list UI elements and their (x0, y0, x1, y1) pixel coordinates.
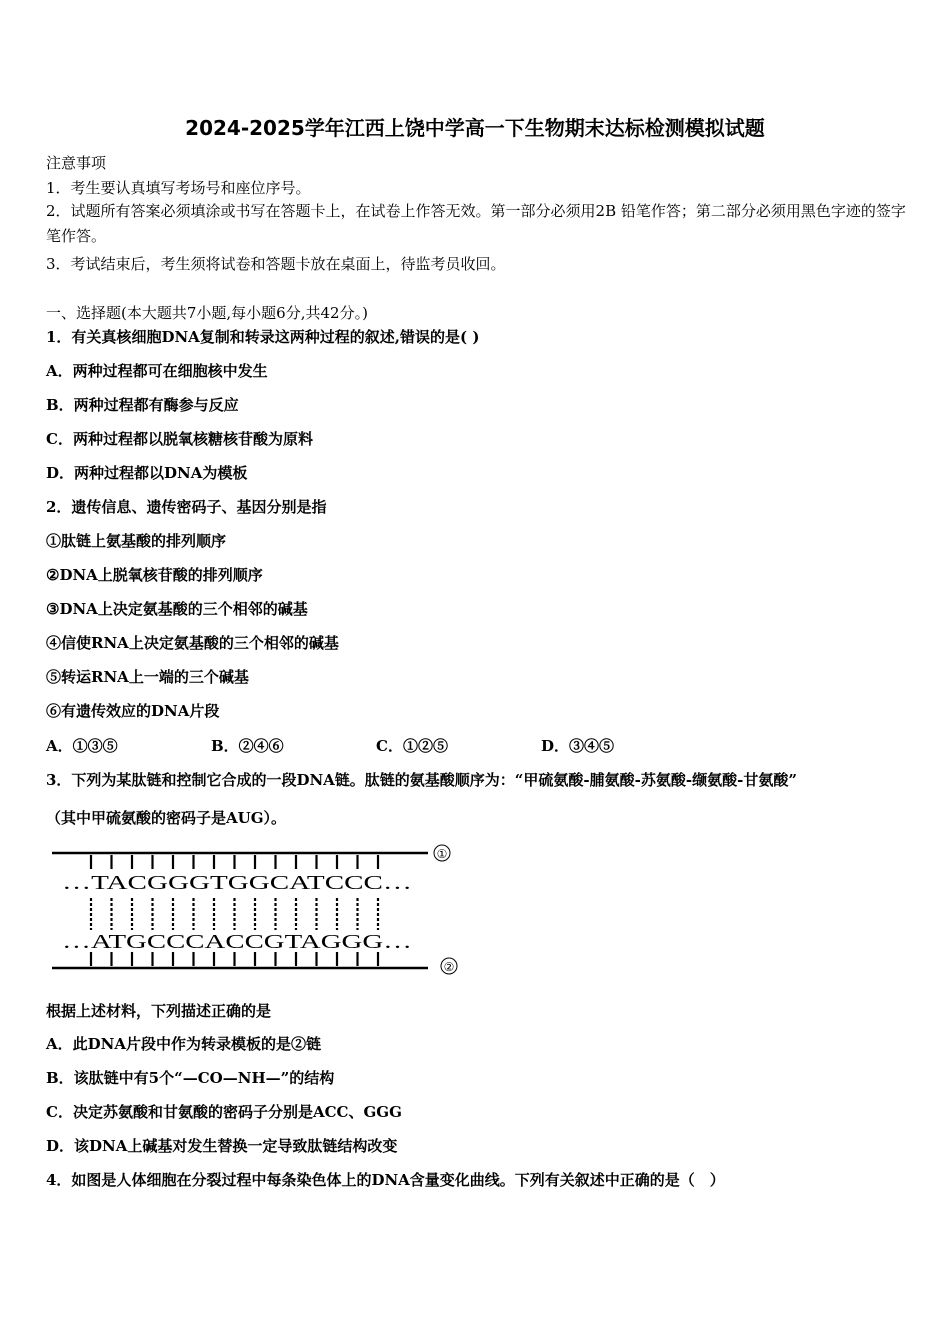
q2-stem: 2．遗传信息、遗传密码子、基因分别是指 (46, 498, 327, 516)
strand-2-sequence: …ATGCCCACCGTAGGG… (62, 931, 412, 953)
notice-heading: 注意事项 (46, 154, 107, 172)
q3-option-a: A．此DNA片段中作为转录模板的是②链 (46, 1035, 321, 1053)
q1-option-c: C．两种过程都以脱氧核糖核苷酸为原料 (46, 430, 313, 448)
q4-stem: 4．如图是人体细胞在分裂过程中每条染色体上的DNA含量变化曲线。下列有关叙述中正确的是（ ） (46, 1171, 725, 1189)
q3-option-c: C．决定苏氨酸和甘氨酸的密码子分别是ACC、GGG (46, 1103, 402, 1121)
q2-options (46, 735, 866, 756)
notice-item-2: 2．试题所有答案必须填涂或书写在答题卡上，在试卷上作答无效。第一部分必须用2B 铅笔作答；第二部分必须用黑色字迹的签字笔作答。 (46, 202, 906, 245)
q2-option-a: A．①③⑤ (46, 737, 118, 755)
q2-item-3: ③DNA上决定氨基酸的三个相邻的碱基 (46, 600, 308, 618)
q2-item-2: ②DNA上脱氧核苷酸的排列顺序 (46, 566, 263, 584)
strand-1-label: ① (436, 847, 448, 861)
q2-option-b: B．②④⑥ (211, 737, 284, 755)
q3-lead: 根据上述材料，下列描述正确的是 (46, 1002, 272, 1020)
q2-option-d: D．③④⑤ (541, 737, 615, 755)
q3-option-d: D．该DNA上碱基对发生替换一定导致肽链结构改变 (46, 1137, 398, 1155)
strand-1-sequence: …TACGGGTGGCATCCC… (62, 872, 412, 894)
q2-item-5: ⑤转运RNA上一端的三个碱基 (46, 668, 249, 686)
dna-figure (46, 840, 466, 980)
q2-item-4: ④信使RNA上决定氨基酸的三个相邻的碱基 (46, 634, 339, 652)
q1-option-a: A．两种过程都可在细胞核中发生 (46, 362, 268, 380)
strand-2-label: ② (443, 960, 455, 974)
notice-item-3: 3．考试结束后，考生须将试卷和答题卡放在桌面上，待监考员收回。 (46, 255, 506, 273)
q1-option-b: B．两种过程都有酶参与反应 (46, 396, 239, 414)
q2-item-1: ①肽链上氨基酸的排列顺序 (46, 532, 227, 550)
q2-option-c: C．①②⑤ (376, 737, 448, 755)
q1-option-d: D．两种过程都以DNA为模板 (46, 464, 248, 482)
q3-option-b: B．该肽链中有5个“—CO—NH—”的结构 (46, 1069, 335, 1087)
q1-stem: 1．有关真核细胞DNA复制和转录这两种过程的叙述,错误的是( ) (46, 328, 480, 346)
q3-stem-line1: 3．下列为某肽链和控制它合成的一段DNA链。肽链的氨基酸顺序为：“甲硫氨酸-脯氨酸-苏氨酸-缬氨酸-甘氨酸” (46, 771, 797, 789)
q2-item-6: ⑥有遗传效应的DNA片段 (46, 702, 220, 720)
section-heading: 一、选择题(本大题共7小题,每小题6分,共42分。) (46, 304, 368, 322)
page-title: 2024-2025学年江西上饶中学高一下生物期末达标检测模拟试题 (185, 116, 765, 140)
q3-stem-line2: （其中甲硫氨酸的密码子是AUG）。 (46, 809, 287, 827)
notice-item-1: 1．考生要认真填写考场号和座位序号。 (46, 179, 311, 197)
